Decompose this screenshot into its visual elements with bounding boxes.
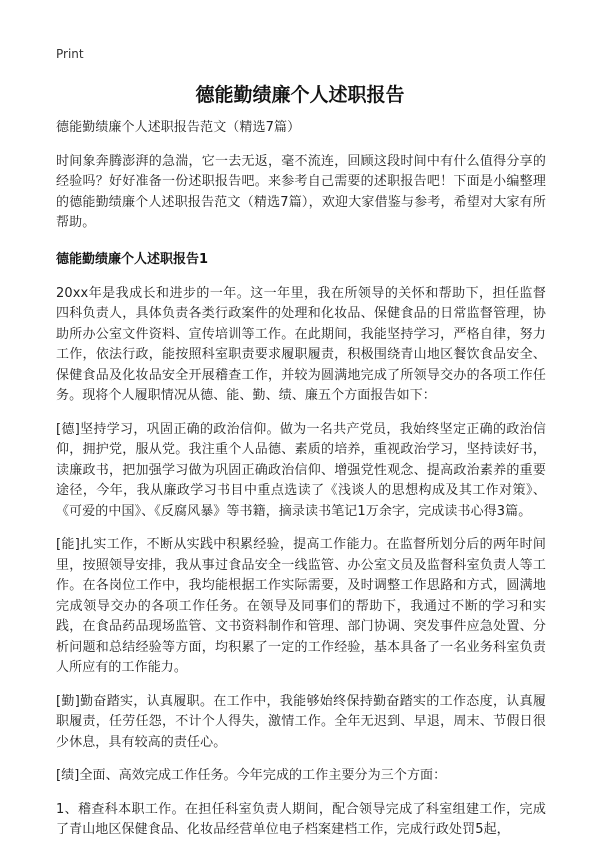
paragraph-item-1: 1、稽查科本职工作。在担任科室负责人期间，配合领导完成了科室组建工作，完成了青山地区保健食品、化妆品经营单位电子档案建档工作，完成行政处罚5起， (56, 801, 546, 837)
paragraph-de: [德]坚持学习，巩固正确的政治信仰。做为一名共产党员，我始终坚定正确的政治信仰，拥护党，服从党。我注重个人品德、素质的培养，重视政治学习，坚持读好书，读廉政书，把加强学习做为巩固正确政治信仰、增强党性观念、提高政治素养的重要途径，今年，我从廉政学习书目中重点选读了《浅谈人的思想构成及其工作对策》、《可爱的中国》、《反腐风暴》等书籍，摘录读书笔记1万余字，完成读书心得3篇。 (56, 421, 546, 519)
paragraph-qin: [勤]勤奋踏实，认真履职。在工作中，我能够始终保持勤奋踏实的工作态度，认真履职履责，任劳任怨，不计个人得失，激情工作。全年无迟到、早退，周末、节假日很少休息，具有较高的责任心。 (56, 693, 546, 750)
paragraph-neng: [能]扎实工作，不断从实践中积累经验，提高工作能力。在监督所划分后的两年时间里，按照领导安排，我从事过食品安全一线监管、办公室文员及监督科室负责人等工作。在各岗位工作中，我均能根据工作实际需要，及时调整工作思路和方式，圆满地完成领导交办的各项工作任务。在领导及同事们的帮助下，我通过不断的学习和实践，在食品药品现场监管、文书资料制作和管理、部门协调、突发事件应急处置、分析问题和总结经验等方面，均积累了一定的工作经验，基本具备了一名业务科室负责人所应有的工作能力。 (56, 537, 546, 675)
paragraph-ji: [绩]全面、高效完成工作任务。今年完成的工作主要分为三个方面： (56, 768, 447, 783)
section-heading: 德能勤绩廉个人述职报告1 (56, 251, 209, 267)
print-link[interactable]: Print (56, 47, 84, 61)
document-title: 德能勤绩廉个人述职报告 (195, 84, 405, 106)
intro-paragraph: 时间象奔腾澎湃的急湍，它一去无返，毫不流连，回顾这段时间中有什么值得分享的经验吗？好好准备一份述职报告吧。来参考自己需要的述职报告吧！下面是小编整理的德能勤绩廉个人述职报告范文（精选7篇），欢迎大家借鉴与参考，希望对大家有所帮助。 (56, 153, 546, 230)
paragraph-overview: 20xx年是我成长和进步的一年。这一年里，我在所领导的关怀和帮助下，担任监督四科负责人，具体负责各类行政案件的处理和化妆品、保健食品的日常监督管理，协助所办公室文件资料、宣传培训等工作。在此期间，我能坚持学习，严格自律，努力工作，依法行政，能按照科室职责要求履职履责，积极围绕青山地区餐饮食品安全、保健食品及化妆品安全开展稽查工作，并较为圆满地完成了所领导交办的各项工作任务。现将个人履职情况从德、能、勤、绩、廉五个方面报告如下： (56, 285, 546, 403)
document-subtitle: 德能勤绩廉个人述职报告范文（精选7篇） (56, 120, 301, 135)
document-body (56, 118, 546, 854)
